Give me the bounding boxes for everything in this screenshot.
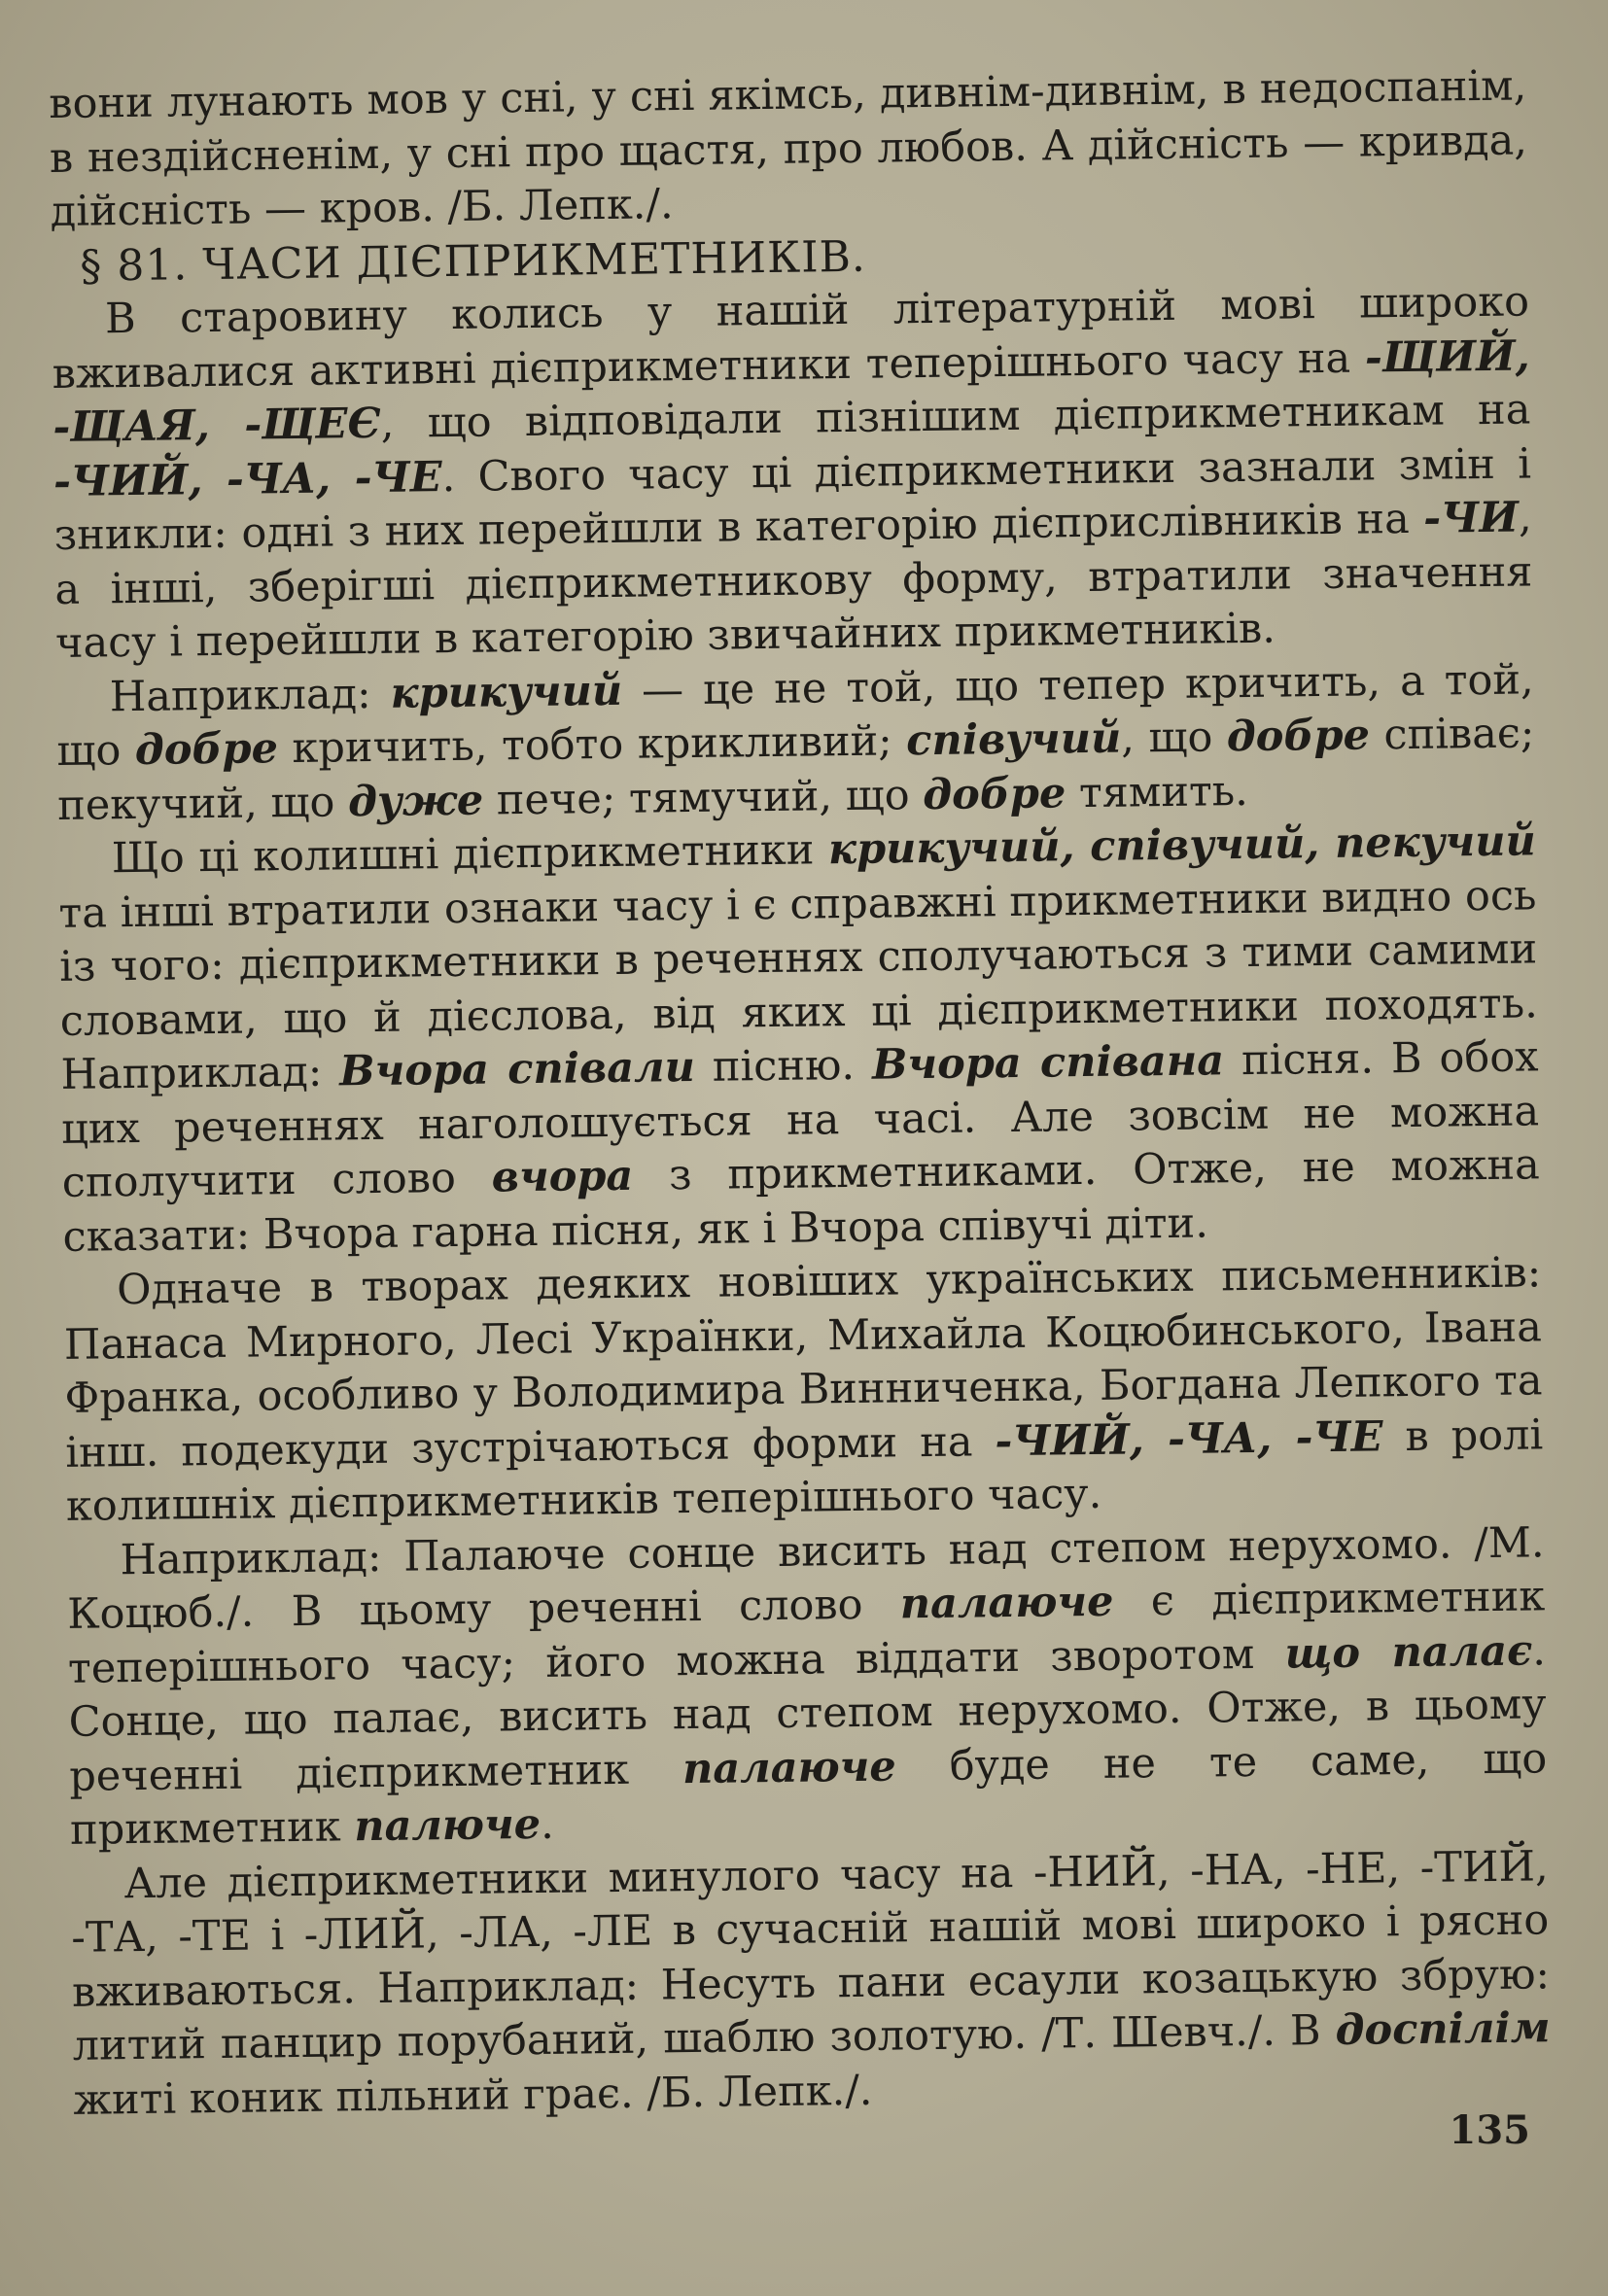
emphasis: співучий [905,713,1122,766]
emphasis: крикучий [390,666,623,718]
text: , а інші, зберігші дієприкметникову форму, втратили значення часу і перейшли в категорію звичайних прикметників. [54,493,1533,668]
emphasis: палаюче [682,1741,897,1793]
emphasis: Вчора співали [338,1042,696,1096]
text: Наприклад: Палаюче сонце висить над степом нерухомо. /М. Коцюб./. В цьому реченні слово [67,1517,1545,1639]
emphasis: крикучий, співучий, пекучий [827,817,1537,875]
text: кричить, тобто крикливий; [277,716,907,774]
emphasis: -ЩИЙ, -ЩАЯ, -ЩЕЄ [52,330,1530,452]
text: є дієприкметник теперішнього часу; його можна віддати зворотом [67,1572,1546,1693]
text: пече; тямучий, що [482,770,924,825]
text: Наприклад: [109,669,391,721]
emphasis: -ЧИ [1422,493,1520,543]
emphasis: палаюче [899,1577,1114,1629]
paragraph-continued: вони лунають мов у сні, у сні якімсь, дивнім-дивнім, в недоспанім, в нездійсненім, у сні про щастя, про любов. А дійсність — кривда, дійсність — кров. /Б. Лепк./. [49,61,1528,236]
text: , що відповідали пізнішим дієприкметникам на [380,385,1531,448]
text: з прикметниками. Отже, не можна сказати: Вчора гарна пісня, як і Вчора співучі діти. [62,1140,1541,1262]
text: — це не той, що тепер кричить, а той, що [56,654,1534,776]
paragraph-5 [66,1516,1548,1859]
emphasis: -ЧИЙ, -ЧА, -ЧЕ [995,1411,1383,1466]
paragraph-2 [55,653,1535,833]
emphasis: Вчора співана [871,1036,1225,1090]
text: та інші втратили ознаки часу і є справжні прикметники видно ось із чого: дієприкметники в реченнях сполучаються з тими самими словами, що й дієслова, від яких ці дієприкметники походять. Наприклад: [58,870,1539,1099]
paragraph-3 [57,815,1540,1265]
paragraph-6 [70,1840,1551,2128]
emphasis: добре [134,724,279,775]
section-heading: § 81. ЧАСИ ДІЄПРИКМЕТНИКІВ. [80,231,867,292]
emphasis: добре [1226,711,1371,762]
emphasis: добре [922,768,1066,819]
text: . [540,1799,554,1849]
page-body [49,59,1552,2127]
paragraph-4 [63,1246,1544,1534]
text: . Свого часу ці дієприкметники зазнали змін і зникли: одні з них перейшли в категорію дієприслівників на [53,438,1532,560]
emphasis: дуже [347,776,484,826]
emphasis: доспілім [1335,2003,1551,2055]
text: Що ці колишні дієприкметники [111,825,829,884]
text: пісню. [694,1040,873,1092]
text: Одначе в творах деяких новіших українських письменників: Панаса Мирного, Лесі Українки, Михайла Коцюбинського, Івана Франка, особливо у Володимира Винниченка, Богдана Лепкого та інш. подекуди зустрічаються форми на [63,1248,1543,1478]
text: житі коник пільний грає. /Б. Лепк./. [73,2066,873,2125]
text: в ролі колишніх дієприкметників теперішнього часу. [65,1409,1544,1531]
page-number: 135 [1449,2107,1530,2153]
emphasis: -ЧИЙ, -ЧА, -ЧЕ [52,452,442,506]
text: тямить. [1065,766,1249,818]
paragraph-1 [52,275,1534,671]
text: співає; пекучий, що [56,709,1535,830]
text: буде не те саме, що прикметник [69,1733,1548,1855]
text: пісня. В обох цих реченнях наголошується на часі. Але зовсім не можна сполучити слово [60,1032,1540,1207]
emphasis: вчора [491,1151,634,1202]
text: Але дієприкметники минулого часу на -НИЙ, -НА, -НЕ, -ТИЙ, -ТА, -ТЕ і -ЛИЙ, -ЛА, -ЛЕ в сучасній нашій мові широко і рясно вживаються. Наприклад: Несуть пани есаули козацькую збрую: литий панцир порубаний, шаблю золотую. /Т. Шевч./. В [71,1841,1551,2070]
emphasis: палюче [353,1799,542,1852]
text: , що [1120,713,1228,763]
text: . Сонце, що палає, висить над степом нерухомо. Отже, в цьому реченні дієприкметник [68,1625,1547,1801]
emphasis: що палає [1284,1625,1533,1679]
text: В старовину колись у нашій літературній мові широко вживалися активні дієприкметники теперішнього часу на [52,277,1530,399]
